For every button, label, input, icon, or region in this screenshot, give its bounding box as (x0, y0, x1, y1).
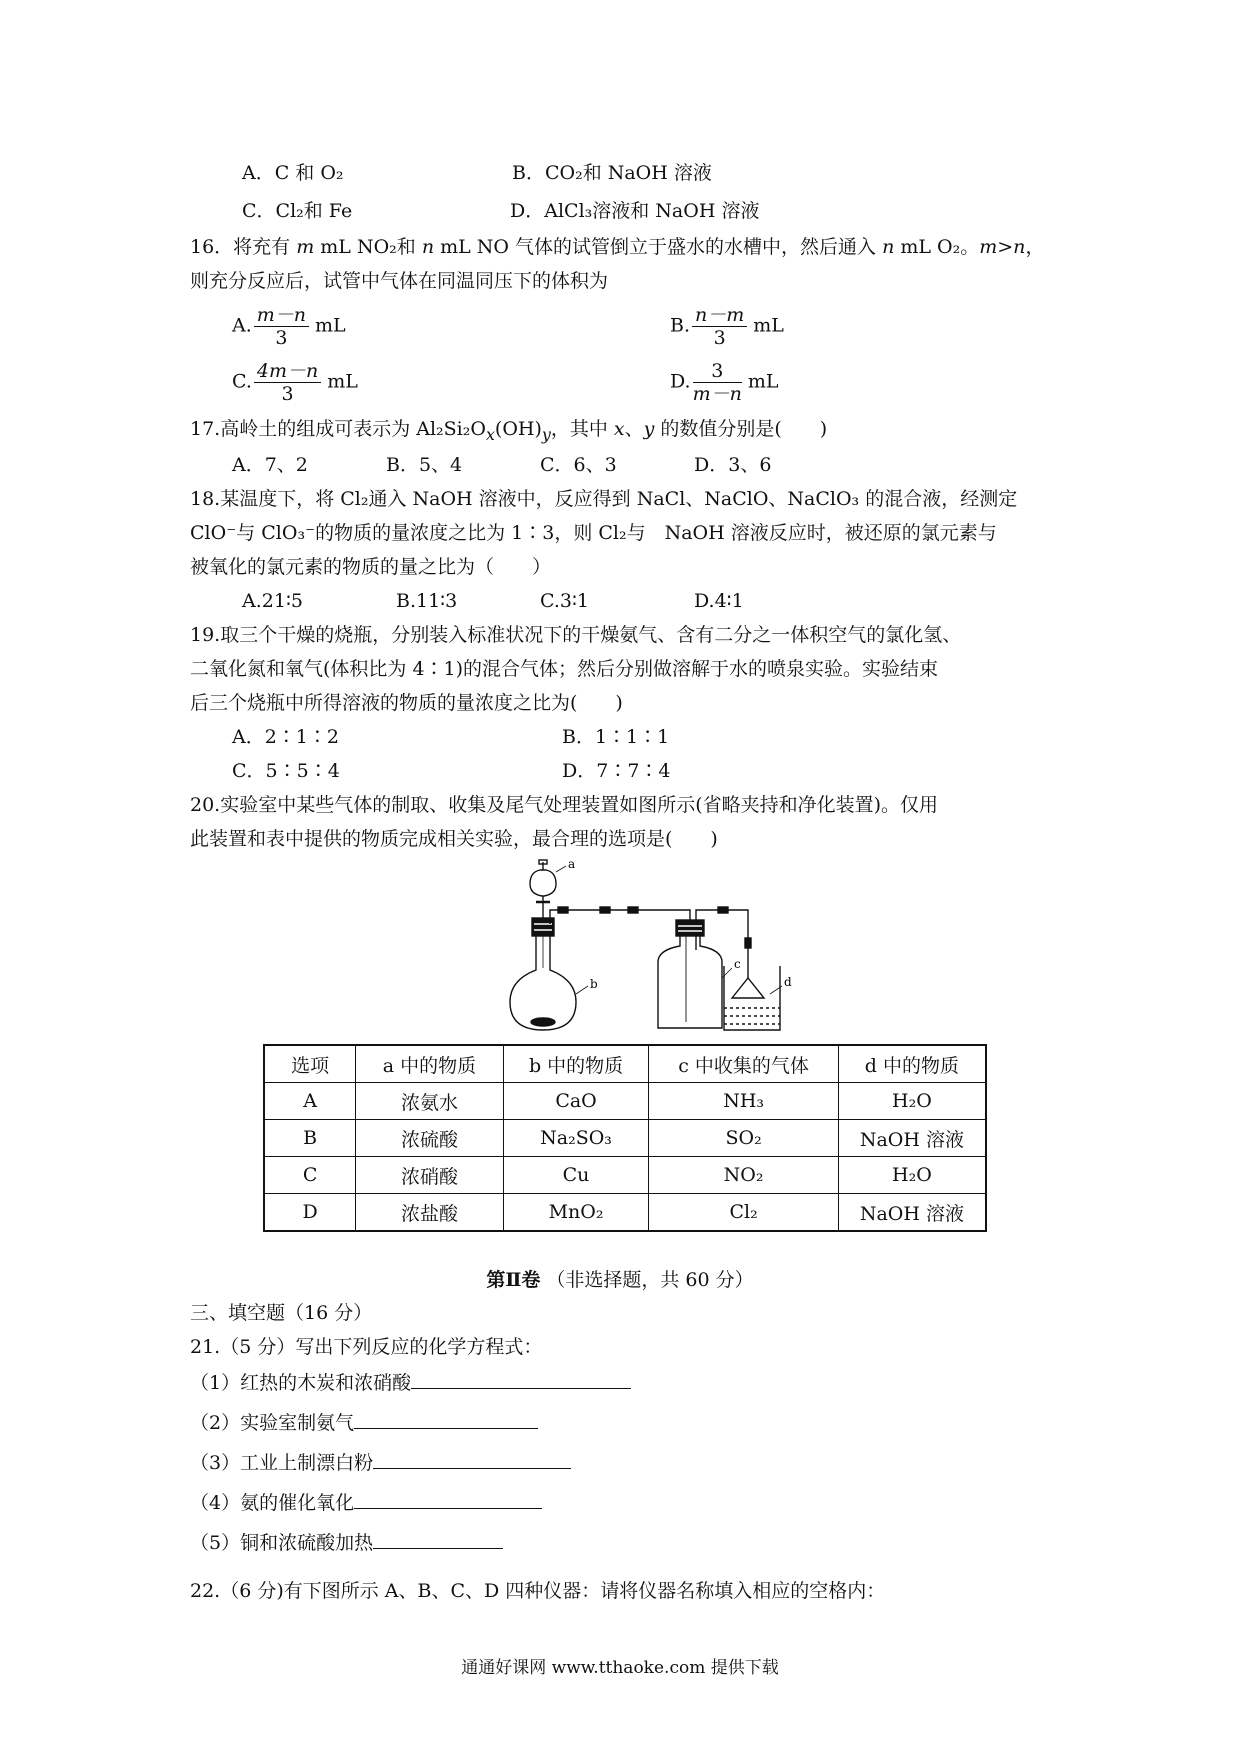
q16-stem-line1: 16．将充有 m mL NO₂和 n mL NO 气体的试管倒立于盛水的水槽中，然后通入 n mL O₂。m>n， (190, 236, 1045, 258)
section-title (0, 1266, 1240, 1294)
table-cell: CaO (503, 1083, 649, 1120)
table-row (264, 1194, 986, 1232)
q16-option-a: A. $\frac{m-n}{3}$ mL (232, 304, 346, 349)
table-cell: Cu (503, 1157, 649, 1194)
q19-option-d: D．7∶7∶4 (562, 760, 671, 782)
q18-option-a: A.21∶5 (242, 590, 303, 612)
table-header: d 中的物质 (838, 1045, 986, 1083)
table-row (264, 1157, 986, 1194)
q19-stem-line1: 19.取三个干燥的烧瓶，分别装入标准状况下的干燥氨气、含有二分之一体积空气的氯化氢、 (190, 624, 962, 646)
q16-option-d: D. $\frac{3}{m-n}$ mL (670, 360, 779, 405)
label-a: a (568, 858, 576, 871)
q21-item-5: （5）铜和浓硫酸加热 (190, 1530, 503, 1556)
q18-option-b: B.11∶3 (396, 590, 458, 612)
table-cell: NO₂ (649, 1157, 838, 1194)
reagent-table (263, 1044, 987, 1232)
table-row (264, 1120, 986, 1157)
table-cell: NaOH 溶液 (838, 1120, 986, 1157)
table-cell: NaOH 溶液 (838, 1194, 986, 1232)
q20-stem-line1: 20.实验室中某些气体的制取、收集及尾气处理装置如图所示(省略夹持和净化装置)。仅用 (190, 794, 939, 816)
q18-stem-line1: 18.某温度下，将 Cl₂通入 NaOH 溶液中，反应得到 NaCl、NaClO、NaClO₃ 的混合液，经测定 (190, 488, 1018, 510)
label-d: d (784, 975, 792, 989)
q18-option-d: D.4∶1 (694, 590, 744, 612)
q16-stem-line2: 则充分反应后，试管中气体在同温同压下的体积为 (190, 270, 609, 292)
table-cell: 浓硝酸 (356, 1157, 503, 1194)
q17-option-d: D．3、6 (694, 454, 772, 476)
table-cell: C (264, 1157, 356, 1194)
q17-stem: 17.高岭土的组成可表示为 $Al_2Si_2O_x(OH)_y$，其中 x、y 的数值分别是( ) (190, 418, 828, 444)
table-cell: SO₂ (649, 1120, 838, 1157)
table-cell: A (264, 1083, 356, 1120)
answer-blank[interactable] (354, 1490, 542, 1509)
q18-stem-line2: ClO⁻与 ClO₃⁻的物质的量浓度之比为 1∶3，则 Cl₂与 NaOH 溶液反应时，被还原的氯元素与 (190, 522, 997, 544)
q21-item-2: （2）实验室制氨气 (190, 1410, 538, 1436)
q22-stem: 22.（6 分)有下图所示 A、B、C、D 四种仪器：请将仪器名称填入相应的空格内： (190, 1580, 886, 1602)
q17-option-b: B．5、4 (386, 454, 463, 476)
q15-option-a: A．C 和 O₂ (242, 162, 344, 184)
funnel-a (530, 870, 556, 896)
q20-stem-line2: 此装置和表中提供的物质完成相关实验，最合理的选项是( ) (190, 828, 718, 850)
label-c: c (734, 957, 741, 971)
answer-blank[interactable] (411, 1370, 631, 1389)
q21-item-3: （3）工业上制漂白粉 (190, 1450, 571, 1476)
q21-stem: 21.（5 分）写出下列反应的化学方程式： (190, 1336, 543, 1358)
apparatus-diagram (500, 858, 800, 1038)
table-cell: B (264, 1120, 356, 1157)
answer-blank[interactable] (373, 1530, 503, 1549)
table-cell: NH₃ (649, 1083, 838, 1120)
section-title-main: 第Ⅱ卷 (486, 1269, 541, 1291)
table-cell: Cl₂ (649, 1194, 838, 1232)
page-footer: 通通好课网 www.tthaoke.com 提供下载 (461, 1658, 779, 1678)
table-cell: D (264, 1194, 356, 1232)
table-header: c 中收集的气体 (649, 1045, 838, 1083)
q19-stem-line3: 后三个烧瓶中所得溶液的物质的量浓度之比为( ) (190, 692, 623, 714)
table-header: b 中的物质 (503, 1045, 649, 1083)
table-cell: H₂O (838, 1083, 986, 1120)
q15-option-c: C．Cl₂和 Fe (242, 200, 353, 222)
table-header: a 中的物质 (356, 1045, 503, 1083)
q21-item-1: （1）红热的木炭和浓硝酸 (190, 1370, 631, 1396)
answer-blank[interactable] (354, 1410, 538, 1429)
q16-option-b: B. $\frac{n-m}{3}$ mL (670, 304, 784, 349)
q19-option-c: C．5∶5∶4 (232, 760, 340, 782)
q19-option-a: A．2∶1∶2 (232, 726, 339, 748)
table-cell: H₂O (838, 1157, 986, 1194)
q15-option-b: B．CO₂和 NaOH 溶液 (512, 162, 712, 184)
q15-option-d: D．AlCl₃溶液和 NaOH 溶液 (510, 200, 760, 222)
table-header: 选项 (264, 1045, 356, 1083)
section-title-note: （非选择题，共 60 分） (546, 1269, 754, 1291)
table-cell: 浓硫酸 (356, 1120, 503, 1157)
table-header-row (264, 1045, 986, 1083)
q18-option-c: C.3∶1 (540, 590, 590, 612)
label-b: b (590, 977, 598, 991)
q19-option-b: B．1∶1∶1 (562, 726, 670, 748)
q19-stem-line2: 二氧化氮和氧气(体积比为 4∶1)的混合气体；然后分别做溶解于水的喷泉实验。实验结束 (190, 658, 939, 680)
table-row (264, 1083, 986, 1120)
q17-option-a: A．7、2 (232, 454, 308, 476)
part3-heading: 三、填空题（16 分） (190, 1302, 373, 1324)
answer-blank[interactable] (373, 1450, 571, 1469)
q18-stem-line3: 被氧化的氯元素的物质的量之比为（ ） (190, 556, 552, 578)
table-cell: 浓氨水 (356, 1083, 503, 1120)
table-cell: 浓盐酸 (356, 1194, 503, 1232)
q21-item-4: （4）氨的催化氧化 (190, 1490, 542, 1516)
table-cell: MnO₂ (503, 1194, 649, 1232)
bottle-c (658, 936, 722, 1028)
table-cell: Na₂SO₃ (503, 1120, 649, 1157)
q16-option-c: C. $\frac{4m-n}{3}$ mL (232, 360, 358, 405)
q17-option-c: C．6、3 (540, 454, 617, 476)
